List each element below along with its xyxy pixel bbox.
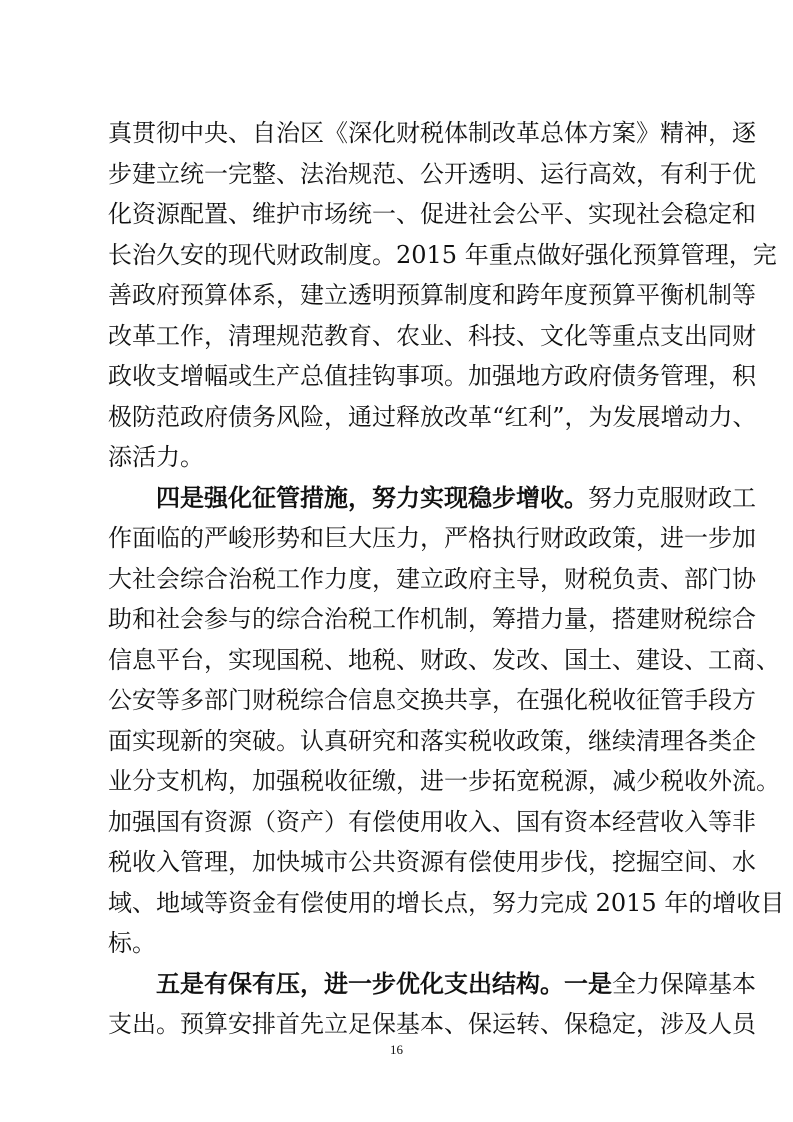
text-line: 信息平台，实现国税、地税、财政、发改、国土、建设、工商、 — [108, 645, 780, 674]
text-line: 标。 — [108, 929, 156, 957]
text-line: 政收支增幅或生产总值挂钩事项。加强地方政府债务管理，积 — [108, 362, 756, 390]
text-line: 大社会综合治税工作力度，建立政府主导，财税负责、部门协 — [108, 564, 756, 593]
paragraph-subheading: 一是 — [564, 968, 612, 998]
text-line: 域、地域等资金有偿使用的增长点，努力完成 2015 年的增收目 — [108, 888, 785, 917]
text-line: 加强国有资源（资产）有偿使用收入、国有资本经营收入等非 — [108, 807, 756, 836]
text-line: 步建立统一完整、法治规范、公开透明、运行高效，有利于优 — [108, 159, 756, 188]
text-line: 公安等多部门财税综合信息交换共享，在强化税收征管手段方 — [108, 686, 756, 714]
text-line: 作面临的严峻形势和巨大压力，严格执行财政政策，进一步加 — [108, 524, 756, 552]
page-number: 16 — [390, 1042, 403, 1057]
paragraph-text: 全力保障基本 — [612, 969, 756, 998]
text-line: 税收入管理，加快城市公共资源有偿使用步伐，挖掘空间、水 — [108, 848, 756, 876]
text-line: 真贯彻中央、自治区《深化财税体制改革总体方案》精神，逐 — [108, 119, 756, 147]
paragraph-first-line — [108, 478, 756, 519]
text-line: 支出。预算安排首先立足保基本、保运转、保稳定，涉及人员 — [108, 1010, 756, 1038]
text-line: 助和社会参与的综合治税工作机制，筹措力量，搭建财税综合 — [108, 605, 756, 633]
text-line: 极防范政府债务风险，通过释放改革“红利”，为发展增动力、 — [108, 402, 757, 431]
text-line: 化资源配置、维护市场统一、促进社会公平、实现社会稳定和 — [108, 200, 756, 228]
paragraph-heading: 五是有保有压，进一步优化支出结构。 — [156, 968, 564, 998]
paragraph-text: 努力克服财政工 — [588, 483, 756, 512]
text-line: 长治久安的现代财政制度。2015 年重点做好强化预算管理，完 — [108, 240, 777, 269]
document-body — [108, 113, 785, 1045]
text-line: 面实现新的突破。认真研究和落实税收政策，继续清理各类企 — [108, 726, 756, 755]
text-line: 改革工作，清理规范教育、农业、科技、文化等重点支出同财 — [108, 321, 756, 350]
text-line: 业分支机构，加强税收征缴，进一步拓宽税源，减少税收外流。 — [108, 767, 780, 795]
paragraph-heading: 四是强化征管措施，努力实现稳步增收。 — [156, 482, 588, 512]
text-line: 善政府预算体系，建立透明预算制度和跨年度预算平衡机制等 — [108, 281, 756, 309]
text-line: 添活力。 — [108, 443, 204, 471]
paragraph-first-line — [108, 964, 756, 1005]
